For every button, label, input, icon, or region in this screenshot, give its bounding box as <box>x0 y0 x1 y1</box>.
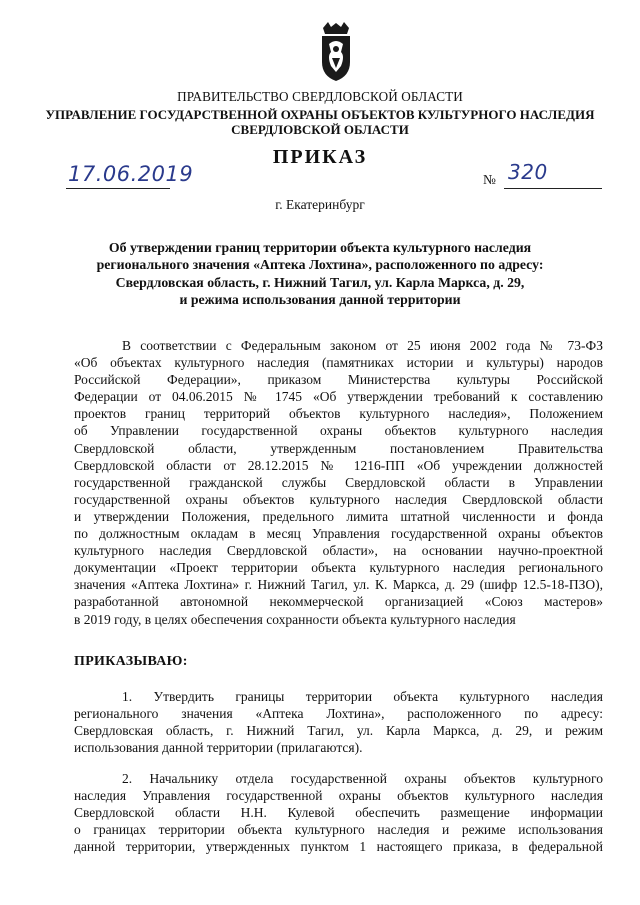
preamble-line: Свердловской области, утвержденным постановлением Правительства <box>74 440 603 456</box>
order-item-line: о границах территории объекта культурного наследия и режиме использования <box>74 822 603 838</box>
order-item-line: наследия Управления государственной охраны объектов культурного наследия <box>74 788 603 804</box>
preamble-line: государственной гражданской службы Свердловской области в Управлении <box>74 474 603 490</box>
order-item-line: 2. Начальнику отдела государственной охраны объектов культурного <box>122 771 603 786</box>
order-heading <box>70 239 570 309</box>
heading-line: Об утверждении границ территории объекта культурного наследия <box>108 240 532 255</box>
preamble-line: Свердловской области от 28.12.2015 № 1216-ПП «Об учреждении должностей <box>74 457 603 473</box>
order-date-field <box>66 162 194 189</box>
preamble-line: и утверждении Положения, предельного лимита штатной численности и фонда <box>74 508 603 524</box>
preamble-line: документации «Проект территории объекта культурного наследия регионального <box>74 560 603 576</box>
preamble-paragraph <box>74 337 603 628</box>
preamble-line: Российской Федерации», приказом Министерства культуры Российской <box>74 372 603 388</box>
preamble-line: культурного наследия Свердловской области», на основании научно-проектной <box>74 543 603 559</box>
order-item-line: данной территории, утвержденных пунктом 1 настоящего приказа, в федеральной <box>74 839 603 855</box>
issuing-city: г. Екатеринбург <box>275 197 365 212</box>
order-item-line: Свердловской области Н.Н. Кулевой обеспечить размещение информации <box>74 805 603 821</box>
preamble-line: проектов границ территорий объектов культурного наследия», Положением <box>74 406 603 422</box>
document-type-title: ПРИКАЗ <box>272 146 368 168</box>
department-name <box>0 107 640 137</box>
preamble-line: по должностным окладам в месяц Управления государственной охраны объектов <box>74 526 603 542</box>
preamble-line: в 2019 году, в целях обеспечения сохранности объекта культурного наследия <box>74 611 516 627</box>
heading-line: Свердловская область, г. Нижний Тагил, ул. Карла Маркса, д. 29, <box>115 274 525 290</box>
order-date-handwritten: 17.06.2019 <box>68 162 194 186</box>
order-item-line: Свердловская область, г. Нижний Тагил, ул. Карла Маркса, д. 29, и режим <box>74 723 603 739</box>
heading-line: и режима использования данной территории <box>179 292 461 308</box>
coat-of-arms-icon <box>319 22 353 82</box>
preamble-line: Федерации от 04.06.2015 № 1745 «Об утверждении требований к составлению <box>74 389 603 405</box>
preamble-line: государственной охраны объектов культурного наследия Свердловской области <box>74 491 603 507</box>
order-number-label: № <box>483 172 496 187</box>
department-name-line1: УПРАВЛЕНИЕ ГОСУДАРСТВЕННОЙ ОХРАНЫ ОБЪЕКТОВ КУЛЬТУРНОГО НАСЛЕДИЯ <box>45 107 595 122</box>
order-item-line: 1. Утвердить границы территории объекта культурного наследия <box>122 689 603 704</box>
preamble-line: В соответствии с Федеральным законом от 25 июня 2002 года № 73-ФЗ <box>122 338 603 353</box>
preamble-line: значения «Аптека Лохтина» г. Нижний Тагил, ул. К. Маркса, д. 29 (шифр 12.5-18-ПЗО), <box>74 577 603 593</box>
order-number-handwritten: 320 <box>508 160 548 184</box>
preamble-line: «Об объектах культурного наследия (памятниках истории и культуры) народов <box>74 355 603 371</box>
order-item-line: использования данной территории (прилагаются). <box>74 740 363 756</box>
preamble-line: об Управлении государственной охраны объектов культурного наследия <box>74 423 603 439</box>
order-item-1 <box>74 688 603 756</box>
department-name-line2: СВЕРДЛОВСКОЙ ОБЛАСТИ <box>231 122 409 137</box>
order-item-2 <box>74 770 603 855</box>
order-number-field <box>504 160 602 189</box>
orders-label: ПРИКАЗЫВАЮ: <box>74 654 188 669</box>
preamble-line: разработанной автономной некоммерческой организацией «Союз мастеров» <box>74 594 603 610</box>
order-item-line: регионального значения «Аптека Лохтина», расположенного по адресу: <box>74 706 603 722</box>
government-name: ПРАВИТЕЛЬСТВО СВЕРДЛОВСКОЙ ОБЛАСТИ <box>177 89 463 104</box>
heading-line: регионального значения «Аптека Лохтина», расположенного по адресу: <box>96 257 544 273</box>
